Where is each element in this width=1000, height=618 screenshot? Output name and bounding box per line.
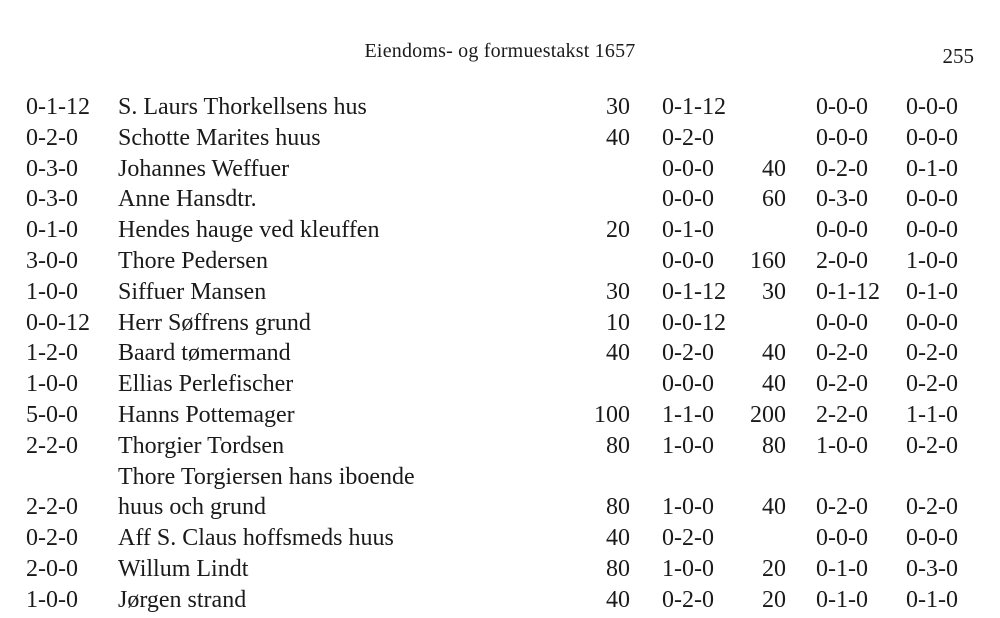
- entry-name: Schotte Marites huus: [118, 124, 321, 151]
- ledger-row: [0, 338, 1000, 369]
- page-number: 255: [942, 44, 974, 68]
- value-2: 0-3-0: [816, 186, 868, 213]
- entry-name: Baard tømermand: [118, 340, 291, 367]
- amount-2: 40: [762, 155, 786, 182]
- value-2: 0-1-12: [816, 278, 880, 305]
- ledger-row: [0, 277, 1000, 308]
- amount-1: 30: [606, 278, 630, 305]
- entry-name: Ellias Perlefischer: [118, 371, 294, 398]
- ledger-row: [0, 431, 1000, 462]
- value-2: 0-0-0: [816, 309, 868, 336]
- value-3: 0-0-0: [906, 525, 958, 552]
- amount-1: 80: [606, 432, 630, 459]
- amount-1: 100: [594, 401, 630, 428]
- value-2: 0-0-0: [816, 525, 868, 552]
- entry-name: Herr Søffrens grund: [118, 309, 311, 336]
- value-1: 0-0-0: [662, 155, 714, 182]
- value-1: 0-0-0: [662, 371, 714, 398]
- amount-1: 80: [606, 494, 630, 521]
- value-1: 1-0-0: [662, 432, 714, 459]
- ledger-row: [0, 123, 1000, 154]
- ledger-row: [0, 585, 1000, 616]
- amount-2: 20: [762, 555, 786, 582]
- entry-name: Siffuer Mansen: [118, 278, 267, 305]
- value-3: 0-0-0: [906, 217, 958, 244]
- entry-name: Anne Hansdtr.: [118, 186, 257, 213]
- value-3: 0-3-0: [906, 555, 958, 582]
- value-1: 1-1-0: [662, 401, 714, 428]
- value-1: 0-1-0: [662, 217, 714, 244]
- first-value: 0-1-12: [26, 94, 90, 120]
- entry-name: huus och grund: [118, 494, 266, 521]
- entry-name: Hanns Pottemager: [118, 401, 295, 428]
- value-3: 0-1-0: [906, 278, 958, 305]
- amount-1: 10: [606, 309, 630, 336]
- value-3: 0-1-0: [906, 586, 958, 613]
- value-1: 1-0-0: [662, 555, 714, 582]
- ledger-row: [0, 369, 1000, 400]
- amount-2: 160: [750, 247, 786, 274]
- ledger-row: [0, 154, 1000, 185]
- value-2: 0-2-0: [816, 155, 868, 182]
- amount-2: 40: [762, 371, 786, 398]
- amount-1: 80: [606, 555, 630, 582]
- value-2: 0-0-0: [816, 124, 868, 151]
- value-3: 0-0-0: [906, 186, 958, 213]
- ledger-row: [0, 554, 1000, 585]
- value-2: 0-1-0: [816, 586, 868, 613]
- value-1: 0-0-0: [662, 186, 714, 213]
- amount-2: 60: [762, 186, 786, 213]
- value-3: 0-0-0: [906, 94, 958, 120]
- ledger-row: [0, 523, 1000, 554]
- first-value: 2-2-0: [26, 494, 78, 521]
- amount-2: 30: [762, 278, 786, 305]
- ledger-row: [0, 184, 1000, 215]
- first-value: 0-0-12: [26, 309, 90, 336]
- value-3: 0-2-0: [906, 494, 958, 521]
- entry-name: Johannes Weffuer: [118, 155, 290, 182]
- value-1: 0-2-0: [662, 525, 714, 552]
- first-value: 1-0-0: [26, 371, 78, 398]
- value-1: 0-2-0: [662, 124, 714, 151]
- amount-2: 80: [762, 432, 786, 459]
- amount-1: 40: [606, 525, 630, 552]
- value-1: 1-0-0: [662, 494, 714, 521]
- first-value: 1-0-0: [26, 278, 78, 305]
- first-value: 1-2-0: [26, 340, 78, 367]
- entry-name: Jørgen strand: [118, 586, 247, 613]
- first-value: 2-2-0: [26, 432, 78, 459]
- entry-name: Thore Torgiersen hans iboende: [118, 463, 415, 490]
- entry-name: Thorgier Tordsen: [118, 432, 285, 459]
- ledger-row: [0, 492, 1000, 523]
- amount-2: 20: [762, 586, 786, 613]
- first-value: 0-2-0: [26, 525, 78, 552]
- entry-name: Aff S. Claus hoffsmeds huus: [118, 525, 394, 552]
- value-2: 0-1-0: [816, 555, 868, 582]
- amount-1: 40: [606, 340, 630, 367]
- value-1: 0-2-0: [662, 586, 714, 613]
- value-3: 0-2-0: [906, 340, 958, 367]
- value-1: 0-1-12: [662, 278, 726, 305]
- value-2: 1-0-0: [816, 432, 868, 459]
- amount-1: 20: [606, 217, 630, 244]
- first-value: 1-0-0: [26, 586, 78, 613]
- value-3: 0-2-0: [906, 432, 958, 459]
- ledger-row: [0, 215, 1000, 246]
- value-2: 0-0-0: [816, 94, 868, 120]
- entry-name: Hendes hauge ved kleuffen: [118, 217, 380, 244]
- page-title: Eiendoms- og formuestakst 1657: [364, 40, 636, 62]
- first-value: 0-1-0: [26, 217, 78, 244]
- ledger-row: [0, 246, 1000, 277]
- value-3: 0-0-0: [906, 124, 958, 151]
- value-2: 2-2-0: [816, 401, 868, 428]
- first-value: 5-0-0: [26, 401, 78, 428]
- value-1: 0-1-12: [662, 94, 726, 120]
- amount-1: 40: [606, 586, 630, 613]
- value-3: 1-0-0: [906, 247, 958, 274]
- value-2: 0-2-0: [816, 371, 868, 398]
- amount-2: 40: [762, 494, 786, 521]
- amount-2: 40: [762, 340, 786, 367]
- value-2: 0-2-0: [816, 494, 868, 521]
- value-3: 0-0-0: [906, 309, 958, 336]
- first-value: 2-0-0: [26, 555, 78, 582]
- value-2: 0-0-0: [816, 217, 868, 244]
- ledger-row: [0, 462, 1000, 493]
- first-value: 0-3-0: [26, 186, 78, 213]
- value-2: 2-0-0: [816, 247, 868, 274]
- amount-2: 200: [750, 401, 786, 428]
- value-3: 0-1-0: [906, 155, 958, 182]
- amount-1: 30: [606, 94, 630, 120]
- value-1: 0-2-0: [662, 340, 714, 367]
- value-3: 0-2-0: [906, 371, 958, 398]
- value-3: 1-1-0: [906, 401, 958, 428]
- first-value: 3-0-0: [26, 247, 78, 274]
- amount-1: 40: [606, 124, 630, 151]
- entry-name: Thore Pedersen: [118, 247, 268, 274]
- ledger-row: [0, 92, 1000, 123]
- value-1: 0-0-12: [662, 309, 726, 336]
- first-value: 0-2-0: [26, 124, 78, 151]
- first-value: 0-3-0: [26, 155, 78, 182]
- entry-name: S. Laurs Thorkellsens hus: [118, 94, 367, 120]
- ledger-row: [0, 400, 1000, 431]
- tax-ledger-table: [0, 92, 1000, 616]
- entry-name: Willum Lindt: [118, 555, 249, 582]
- value-2: 0-2-0: [816, 340, 868, 367]
- ledger-row: [0, 308, 1000, 339]
- value-1: 0-0-0: [662, 247, 714, 274]
